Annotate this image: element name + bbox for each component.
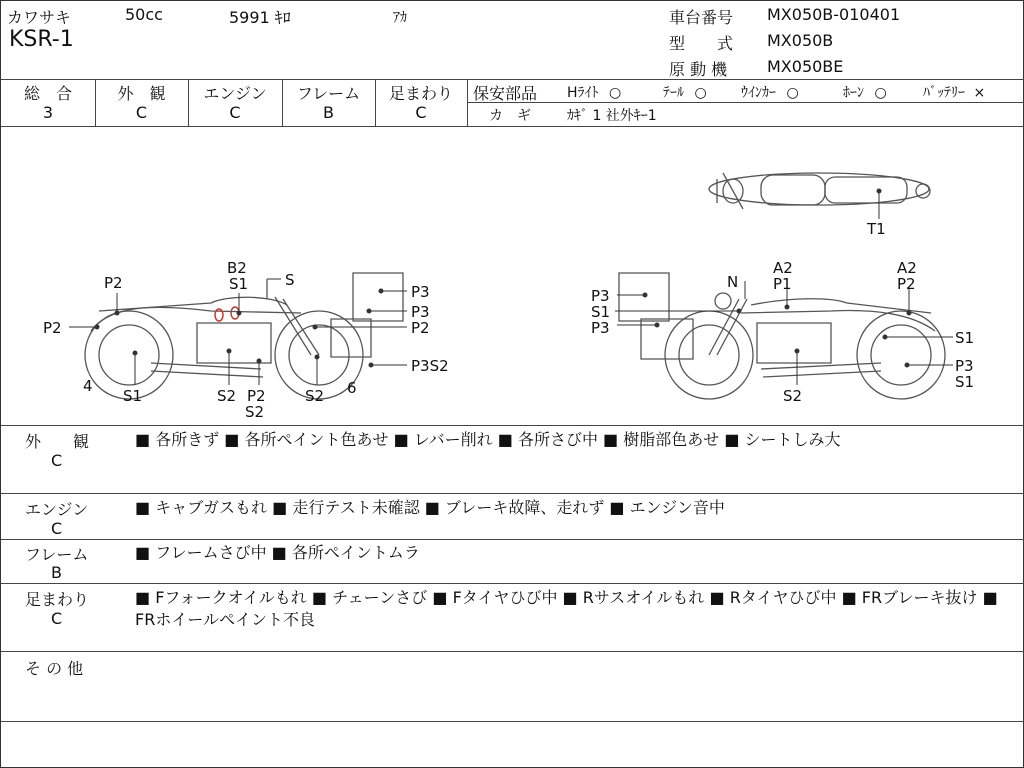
detail-suspension-grade: C xyxy=(51,609,63,628)
grade-frame-value: B xyxy=(323,103,334,122)
detail-exterior-text: ■ 各所きず ■ 各所ペイント色あせ ■ レバー削れ ■ 各所さび中 ■ 樹脂部色あせ ■ シートしみ大 xyxy=(135,430,841,449)
label-left-p2-side: P2 xyxy=(43,319,62,337)
safety-item-horn xyxy=(843,82,887,102)
label-right-s2: S2 xyxy=(783,387,803,405)
engine-label: 原 動 機 xyxy=(669,60,728,79)
detail-frame-label: フレーム xyxy=(25,545,89,564)
safety-item-winker xyxy=(741,82,799,102)
safety-item-name: ｳｲﾝｶｰ xyxy=(741,85,776,101)
label-right-a2-a: A2 xyxy=(773,259,793,277)
key-label: カ ギ xyxy=(489,108,531,124)
label-left-s1-tank: S1 xyxy=(229,275,249,293)
safety-item-name: ﾎｰﾝ xyxy=(843,85,864,101)
label-right-s1-c: S1 xyxy=(955,373,975,391)
safety-mark: ○ xyxy=(694,85,707,101)
label-right-s1-b: S1 xyxy=(955,329,975,347)
safety-item-headlight xyxy=(567,82,621,102)
grade-exterior-value: C xyxy=(135,103,148,122)
label-t1: T1 xyxy=(867,220,886,238)
grade-frame-label: フレーム xyxy=(296,84,361,103)
label-right-p3-c: P3 xyxy=(955,357,974,375)
safety-item-battery xyxy=(923,82,985,102)
divider xyxy=(1,651,1024,652)
divider xyxy=(1,721,1024,722)
label-left-p2-b: P2 xyxy=(247,387,266,405)
mileage: 5991 ｷﾛ xyxy=(229,8,291,27)
detail-exterior-grade: C xyxy=(51,451,63,470)
label-left-p3-a: P3 xyxy=(411,283,430,301)
label-right-a2-b: A2 xyxy=(897,259,917,277)
safety-mark: ○ xyxy=(608,85,622,101)
safety-item-name: ﾊﾞｯﾃﾘｰ xyxy=(923,85,965,101)
divider xyxy=(467,102,1024,103)
maker: カワサキ xyxy=(7,8,72,27)
safety-mark: × xyxy=(973,85,986,101)
detail-engine-label: エンジン xyxy=(25,500,89,519)
label-right-p1: P1 xyxy=(773,275,792,293)
grade-suspension-value: C xyxy=(415,103,427,122)
detail-suspension-label: 足まわり xyxy=(25,590,90,609)
motorcycle-diagram xyxy=(1,127,1024,425)
safety-mark: ○ xyxy=(874,85,887,101)
detail-engine-text: ■ キャブガスもれ ■ 走行テスト未確認 ■ ブレーキ故障、走れず ■ エンジン音中 xyxy=(135,498,725,517)
type-value: MX050B xyxy=(767,31,834,50)
label-left-p3s2: P3S2 xyxy=(411,357,449,375)
divider xyxy=(1,539,1024,540)
label-left-p3-b: P3 xyxy=(411,303,430,321)
grade-total-label: 総 合 xyxy=(23,84,72,103)
label-right-s1: S1 xyxy=(591,303,611,321)
top-view-sketch xyxy=(709,173,930,209)
frame-no: MX050B-010401 xyxy=(767,5,901,24)
detail-suspension-text: ■ Fフォークオイルもれ ■ チェーンさび ■ Fタイヤひび中 ■ Rサスオイルもれ ■ Rタイヤひび中 ■ FRブレーキ抜け ■ FRホイールペイント不良 xyxy=(135,588,998,629)
detail-frame-text: ■ フレームさび中 ■ 各所ペイントムラ xyxy=(135,543,420,562)
label-left-s1-wheel: S1 xyxy=(123,387,143,405)
grade-engine-value: C xyxy=(229,103,241,122)
leader-lines xyxy=(69,189,953,385)
safety-item-name: Hﾗｲﾄ xyxy=(567,85,599,101)
label-right-p3-a: P3 xyxy=(591,287,610,305)
grade-exterior-label: 外 観 xyxy=(117,84,166,103)
safety-label: 保安部品 xyxy=(473,84,538,103)
label-right-n: N xyxy=(727,273,739,291)
label-left-s2-a: S2 xyxy=(217,387,237,405)
divider xyxy=(1,425,1024,426)
displacement: 50cc xyxy=(125,5,163,24)
safety-item-name: ﾃｰﾙ xyxy=(663,85,684,101)
label-left-p2-fork: P2 xyxy=(411,319,430,337)
color: ｱｶ xyxy=(393,10,407,26)
label-left-s2-c: S2 xyxy=(305,387,325,405)
model-name: KSR-1 xyxy=(9,27,74,52)
label-right-p2: P2 xyxy=(897,275,916,293)
grade-suspension-label: 足まわり xyxy=(388,84,453,103)
label-left-s-bar: S xyxy=(285,271,295,289)
divider xyxy=(1,79,1024,80)
key-value: ｶｷﾞ 1 社外ｷｰ1 xyxy=(567,108,657,124)
detail-frame-grade: B xyxy=(51,563,62,582)
grade-total-value: 3 xyxy=(42,103,54,122)
detail-engine-grade: C xyxy=(51,519,63,538)
label-left-s2-b: S2 xyxy=(245,403,265,421)
frame-no-label: 車台番号 xyxy=(669,8,734,27)
type-label: 型 式 xyxy=(669,34,734,53)
engine-value: MX050BE xyxy=(767,57,844,76)
divider xyxy=(1,583,1024,584)
detail-other-label: そ の 他 xyxy=(25,659,84,678)
detail-exterior-label: 外 観 xyxy=(25,432,90,451)
divider xyxy=(467,79,468,127)
label-left-b2: B2 xyxy=(227,259,247,277)
damage-marks xyxy=(215,307,239,321)
divider xyxy=(1,493,1024,494)
safety-item-tail xyxy=(663,82,707,102)
label-right-p3-b: P3 xyxy=(591,319,610,337)
grade-engine-label: エンジン xyxy=(203,84,267,103)
label-left-p2-top: P2 xyxy=(104,274,123,292)
label-left-num4: 4 xyxy=(83,377,93,395)
label-left-num6: 6 xyxy=(347,379,357,397)
safety-mark: ○ xyxy=(786,85,799,101)
